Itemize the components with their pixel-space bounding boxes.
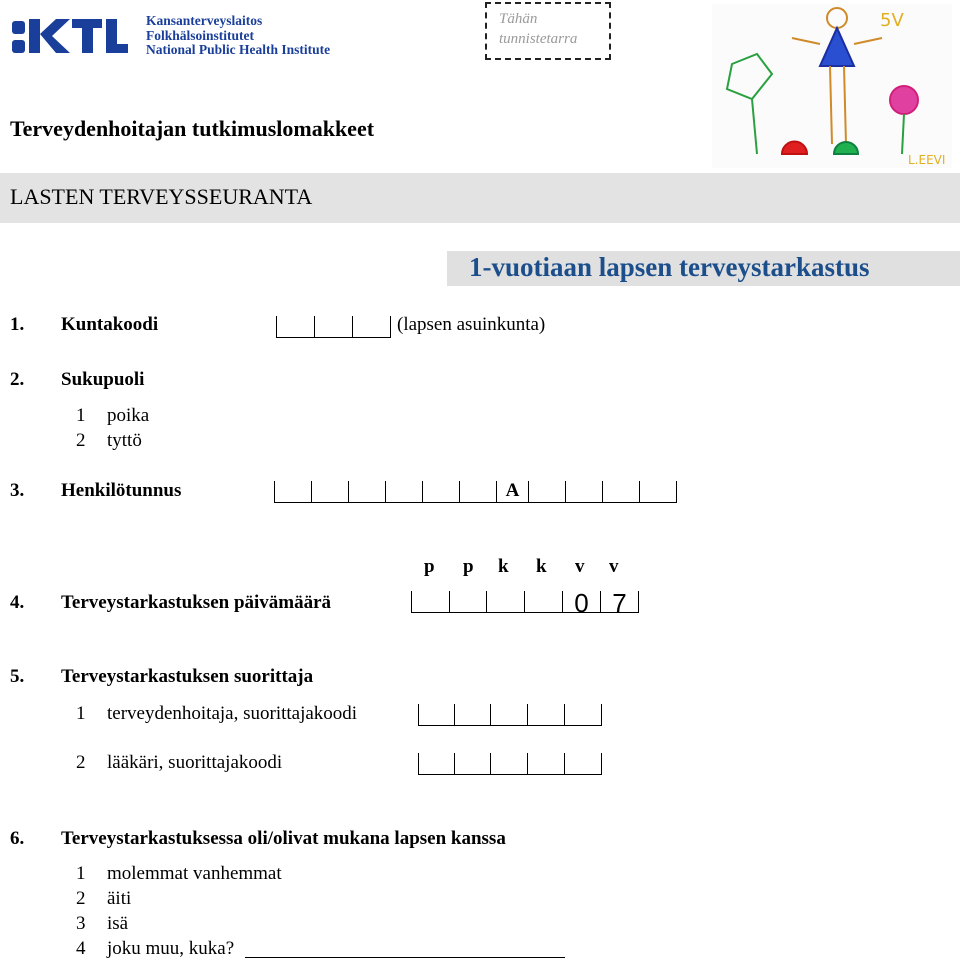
id-digit-box[interactable] <box>529 481 566 503</box>
id-digit-box[interactable] <box>312 481 349 503</box>
option-nurse[interactable]: terveydenhoitaja, suorittajakoodi <box>107 703 358 724</box>
date-digit-box[interactable] <box>450 591 487 613</box>
municipality-code-field[interactable] <box>276 316 391 338</box>
personal-id-field[interactable] <box>274 481 677 503</box>
other-person-input-line[interactable] <box>245 957 565 958</box>
option-doctor[interactable]: lääkäri, suorittajakoodi <box>107 752 283 773</box>
q6-number: 6. <box>10 828 25 849</box>
date-digit-box[interactable] <box>525 591 563 613</box>
form-title: Terveydenhoitajan tutkimuslomakkeet <box>10 116 375 141</box>
code-digit-box[interactable] <box>455 753 491 775</box>
option-code: 4 <box>76 938 86 959</box>
code-digit-box[interactable] <box>419 753 455 775</box>
q3-label: Henkilötunnus <box>61 480 182 501</box>
q5-label: Terveystarkastuksen suorittaja <box>61 666 314 687</box>
option-code: 1 <box>76 863 86 884</box>
ktl-logo-icon <box>12 16 130 56</box>
q1-suffix: (lapsen asuinkunta) <box>397 314 546 335</box>
date-header-year: v <box>609 556 619 577</box>
date-header-month: k <box>536 556 547 577</box>
institute-name-en: National Public Health Institute <box>146 42 331 57</box>
q2-number: 2. <box>10 369 25 390</box>
option-code: 2 <box>76 430 86 451</box>
institute-name-fi: Kansanterveyslaitos <box>146 13 263 28</box>
exam-date-field[interactable] <box>411 588 639 618</box>
exam-title: 1-vuotiaan lapsen terveystarkastus <box>469 252 870 282</box>
q4-label: Terveystarkastuksen päivämäärä <box>61 592 332 613</box>
date-header-day: p <box>463 556 474 577</box>
option-code: 3 <box>76 913 86 934</box>
id-digit-box[interactable] <box>566 481 603 503</box>
code-digit-box[interactable] <box>528 753 565 775</box>
option-boy[interactable]: poika <box>107 405 150 426</box>
date-header-year: v <box>575 556 585 577</box>
id-digit-box[interactable] <box>603 481 640 503</box>
institute-name-sv: Folkhälsoinstitutet <box>146 27 255 43</box>
date-header-day: p <box>424 556 435 577</box>
svg-text:5V: 5V <box>880 10 904 31</box>
code-digit-box[interactable] <box>353 316 391 338</box>
q5-number: 5. <box>10 666 25 687</box>
option-girl[interactable]: tyttö <box>107 430 142 451</box>
option-both-parents[interactable]: molemmat vanhemmat <box>107 863 282 884</box>
option-mother[interactable]: äiti <box>107 888 132 909</box>
option-code: 1 <box>76 405 86 426</box>
section-title: LASTEN TERVEYSSEURANTA <box>10 184 313 209</box>
q6-label: Terveystarkastuksessa oli/olivat mukana lapsen kanssa <box>61 828 506 849</box>
id-digit-box[interactable] <box>386 481 423 503</box>
id-digit-box[interactable] <box>423 481 460 503</box>
option-father[interactable]: isä <box>107 913 129 934</box>
date-digit-box[interactable] <box>487 591 525 613</box>
nurse-code-field[interactable] <box>418 704 602 726</box>
code-digit-box[interactable] <box>528 704 565 726</box>
svg-text:L.EEVI: L.EEVI <box>908 153 946 167</box>
q4-number: 4. <box>10 592 25 613</box>
option-someone-else[interactable]: joku muu, kuka? <box>107 938 235 959</box>
code-digit-box[interactable] <box>491 753 528 775</box>
date-header-month: k <box>498 556 509 577</box>
id-sticker-placeholder: Tähän tunnistetarra <box>485 2 611 60</box>
id-digit-box[interactable] <box>275 481 312 503</box>
code-digit-box[interactable] <box>277 316 315 338</box>
date-year-digit: 7 <box>601 591 639 613</box>
code-digit-box[interactable] <box>315 316 353 338</box>
id-digit-box[interactable] <box>460 481 497 503</box>
id-digit-box[interactable] <box>640 481 677 503</box>
date-year-digit: 0 <box>563 591 601 613</box>
option-code: 2 <box>76 752 86 773</box>
date-digit-box[interactable] <box>412 591 450 613</box>
id-digit-box[interactable] <box>349 481 386 503</box>
institute-name <box>146 14 330 58</box>
code-digit-box[interactable] <box>565 704 602 726</box>
code-digit-box[interactable] <box>455 704 491 726</box>
doctor-code-field[interactable] <box>418 753 602 775</box>
option-code: 2 <box>76 888 86 909</box>
option-code: 1 <box>76 703 86 724</box>
id-century-separator: A <box>497 481 529 503</box>
code-digit-box[interactable] <box>565 753 602 775</box>
q3-number: 3. <box>10 480 25 501</box>
q1-label: Kuntakoodi <box>61 314 159 335</box>
child-drawing-image <box>712 4 952 168</box>
code-digit-box[interactable] <box>419 704 455 726</box>
code-digit-box[interactable] <box>491 704 528 726</box>
q1-number: 1. <box>10 314 25 335</box>
q2-label: Sukupuoli <box>61 369 145 390</box>
